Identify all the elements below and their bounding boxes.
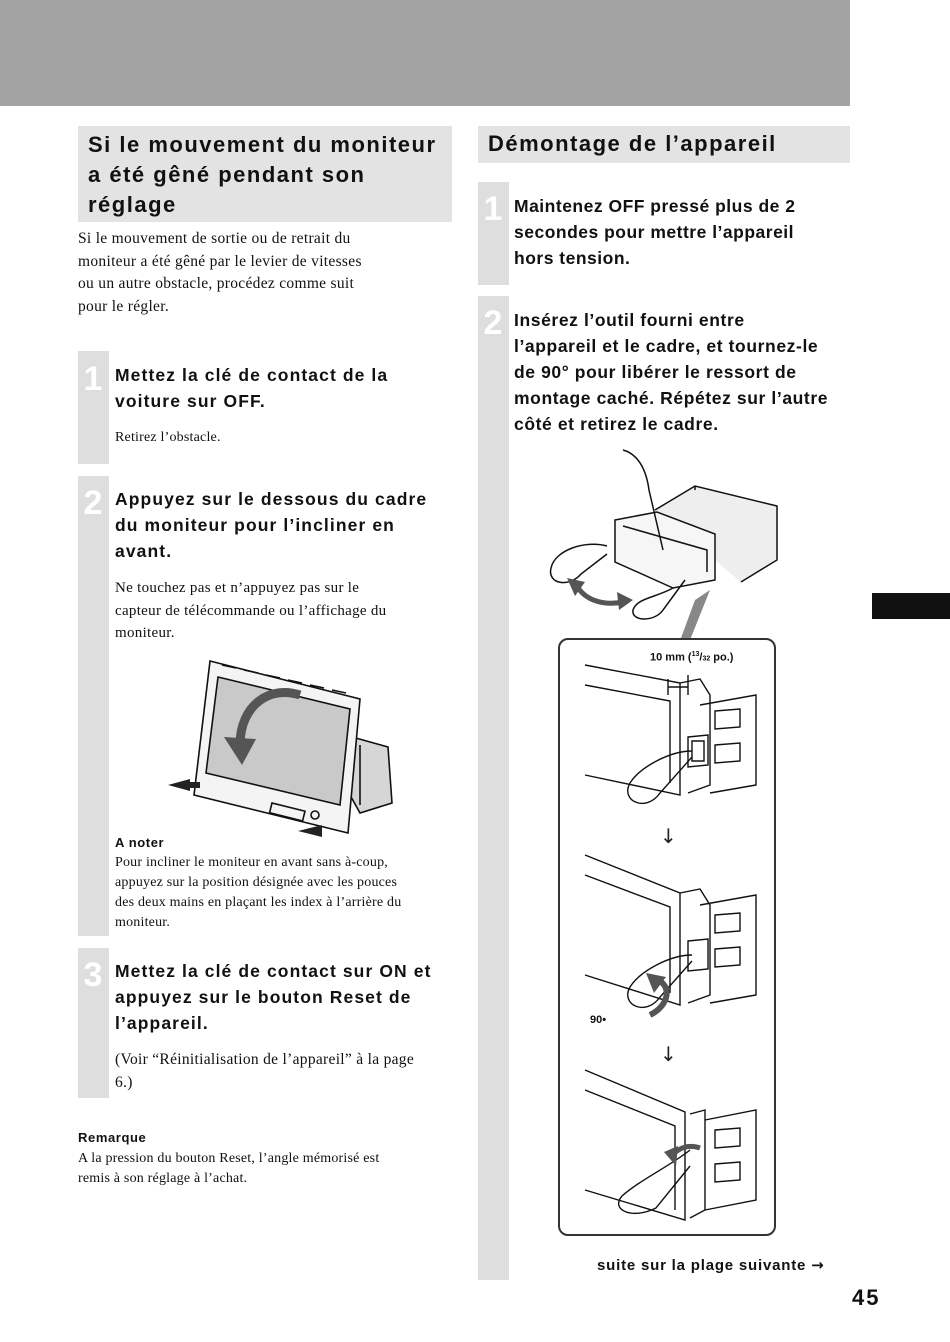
down-arrow-1: ↓ — [660, 824, 677, 848]
dimension-prefix: 10 mm ( — [650, 651, 692, 664]
note-line-1: Pour incliner le moniteur en avant sans à-coup, — [115, 855, 388, 870]
step-3-title — [115, 958, 455, 1036]
step-3-title-line-3: l’appareil. — [115, 1013, 209, 1033]
header-bar — [0, 0, 850, 106]
step-3-body — [115, 1049, 460, 1094]
detail-rotate-tool — [560, 855, 774, 1025]
continue-label: suite sur la plage suivante — [597, 1257, 807, 1274]
step-1-title-line-1: Mettez la clé de contact de la — [115, 365, 389, 385]
right-step-2-number: 2 — [483, 304, 503, 342]
step-3-number: 3 — [83, 956, 103, 994]
step-2-body-line-2: capteur de télécommande ou l’affichage du — [115, 602, 387, 619]
note-line-2: appuyez sur la position désignée avec les pouces — [115, 875, 398, 890]
step-3-title-line-2: appuyez sur le bouton Reset de — [115, 987, 412, 1007]
left-title-line-2: a été gêné pendant son — [88, 162, 366, 187]
right-step-1-title-line-1: Maintenez OFF pressé plus de 2 — [514, 196, 796, 216]
remark-heading: Remarque — [78, 1130, 147, 1145]
step-3-body-line-1: (Voir “Réinitialisation de l’appareil” à la page — [115, 1051, 415, 1068]
dimension-label — [650, 651, 733, 664]
angle-label: 90• — [590, 1014, 607, 1026]
note-heading: A noter — [115, 835, 165, 850]
detail-remove-frame — [560, 1070, 774, 1230]
monitor-tilt-illustration — [160, 655, 400, 835]
section-tab-marker — [872, 593, 950, 619]
right-step-2-title — [514, 307, 854, 437]
step-3-title-line-1: Mettez la clé de contact sur ON et — [115, 961, 432, 981]
detail-insert-tool — [560, 665, 774, 820]
remark-line-1: A la pression du bouton Reset, l’angle mémorisé est — [78, 1151, 380, 1166]
dimension-numerator: 13 — [691, 651, 700, 658]
note-text — [115, 853, 460, 933]
step-2-title-line-2: du moniteur pour l’incliner en — [115, 515, 395, 535]
left-intro — [78, 228, 458, 318]
right-step-2-title-line-2: l’appareil et le cadre, et tournez-le — [514, 336, 819, 356]
step-2-title-line-1: Appuyez sur le dessous du cadre — [115, 489, 428, 509]
right-step-2-title-line-5: côté et retirez le cadre. — [514, 414, 719, 434]
down-arrow-2: ↓ — [660, 1042, 677, 1066]
dimension-denominator: 32 — [702, 655, 711, 663]
right-step-2-title-line-4: montage caché. Répétez sur l’autre — [514, 388, 829, 408]
right-step-1-title-line-3: hors tension. — [514, 248, 631, 268]
left-title-line-3: réglage — [88, 192, 177, 217]
step-1-number: 1 — [83, 360, 103, 398]
step-2-title-line-3: avant. — [115, 541, 173, 561]
intro-line-3: ou un autre obstacle, procédez comme suit — [78, 275, 355, 292]
right-step-2-bar — [478, 296, 509, 1280]
step-2-body-line-1: Ne touchez pas et n’appuyez pas sur le — [115, 580, 360, 596]
step-3-body-line-2: 6.) — [115, 1073, 133, 1091]
right-section-title: Démontage de l’appareil — [478, 126, 850, 163]
step-2-title — [115, 486, 455, 564]
page-number: 45 — [852, 1285, 881, 1310]
continue-text — [597, 1256, 825, 1274]
right-step-1-title — [514, 193, 854, 271]
step-1-body: Retirez l’obstacle. — [115, 430, 221, 445]
step-2-bar — [78, 476, 109, 936]
intro-line-4: pour le régler. — [78, 297, 170, 315]
remark-line-2: remis à son réglage à l’achat. — [78, 1171, 248, 1186]
note-line-4: moniteur. — [115, 915, 171, 930]
step-1-title — [115, 362, 455, 414]
left-title-line-1: Si le mouvement du moniteur — [88, 132, 437, 157]
right-step-2-title-line-1: Insérez l’outil fourni entre — [514, 310, 745, 330]
unit-removal-illustration — [545, 450, 785, 640]
right-arrow-icon: → — [811, 1256, 825, 1274]
remark-text — [78, 1149, 458, 1189]
intro-line-1: Si le mouvement de sortie ou de retrait du — [78, 230, 351, 247]
right-step-1-title-line-2: secondes pour mettre l’appareil — [514, 222, 795, 242]
step-2-body-line-3: moniteur. — [115, 625, 175, 641]
intro-line-2: moniteur a été gêné par le levier de vitesses — [78, 252, 362, 270]
step-2-number: 2 — [83, 484, 103, 522]
step-1-title-line-2: voiture sur OFF. — [115, 391, 266, 411]
right-step-2-title-line-3: de 90° pour libérer le ressort de — [514, 362, 797, 382]
right-step-1-number: 1 — [483, 190, 503, 228]
note-line-3: des deux mains en plaçant les index à l’arrière du — [115, 895, 402, 910]
dimension-separator: / — [699, 651, 703, 664]
step-2-body — [115, 577, 460, 645]
dimension-suffix: po.) — [710, 651, 734, 664]
left-section-title — [78, 126, 452, 222]
